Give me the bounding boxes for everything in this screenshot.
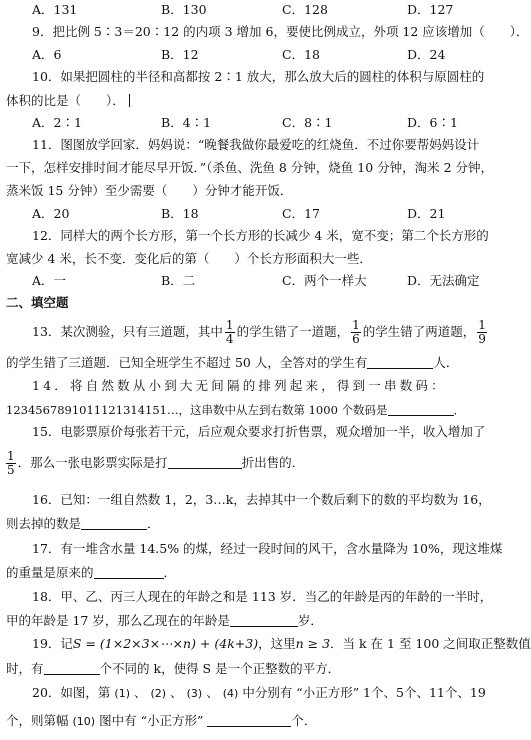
q20-line2-text-c: 个． (291, 713, 317, 728)
q15-stem-line2 (6, 448, 527, 478)
q11-stem-line2: 一下，怎样安排时间才能尽早开饭．”（杀鱼、洗鱼 8 分钟，烧鱼 10 分钟，淘米 2 分钟， (6, 160, 494, 175)
q19-stem-line2 (6, 662, 527, 676)
q13-fraction-1-denominator: 4 (225, 332, 234, 346)
q17-line2-text-b: ． (163, 565, 177, 580)
q19-line2-text-a: 时，有 (6, 661, 44, 676)
q13-answer-blank[interactable] (367, 356, 433, 369)
q11-stem-line3: 蒸米饭 15 分钟）至少需要（ ）分钟才能开饭． (6, 183, 293, 198)
q13-line2-text-a: 的学生错了三道题．已知全班学生不超过 50 人，全答对的学生有 (6, 355, 368, 370)
q12-option-c: C．两个一样大 (282, 273, 367, 288)
q8-option-c: C．128 (282, 2, 328, 17)
q19-condition: n ≥ 3 (295, 636, 331, 651)
q16-stem-line2 (6, 517, 527, 531)
q14-line2-text-b: ． (453, 403, 466, 417)
q8-option-b: B．130 (161, 2, 207, 17)
q10-stem-line2 (6, 94, 527, 108)
q16-answer-blank[interactable] (81, 517, 147, 530)
q20-line2-text-b: 图中有 “小正方形” (99, 713, 204, 728)
q13-fraction-1-numerator: 1 (225, 318, 234, 333)
q12-option-b: B．二 (161, 273, 196, 288)
q15-fraction-numerator: 1 (7, 449, 15, 464)
q13-fraction-2-denominator: 6 (352, 332, 360, 346)
q20-figure-3: (3) (186, 687, 203, 700)
q17-stem-line1: 17．有一堆含水量 14.5% 的煤，经过一段时间的风干，含水量降为 10%，现这堆煤 (32, 541, 503, 556)
q18-answer-blank[interactable] (230, 614, 298, 627)
q20-figure-2: (2) (150, 687, 167, 700)
q20-line2-text-a: 个，则第幅 (6, 713, 69, 728)
q18-line2-text-a: 甲的年龄是 17 岁，那么乙现在的年龄是 (6, 613, 230, 628)
q13-text-a: 13．某次测验，只有三道题，其中 (32, 324, 223, 339)
q13-fraction-3-denominator: 9 (478, 332, 486, 346)
q20-separator: 、 (134, 685, 147, 700)
q13-text-c: 的学生错了两道题， (362, 324, 476, 339)
q9-stem: 9．把比例 5∶3＝20∶12 的内项 3 增加 6，要使比例成立，外项 12 应该增加（ ）． (32, 24, 529, 39)
section-heading-fill-in: 二、填空题 (6, 295, 69, 310)
q19-line2-text-b: 个不同的 k，使得 S 是一个正整数的平方． (99, 661, 341, 676)
q20-figure-1: (1) (114, 687, 130, 700)
q16-stem-line1: 16．已知：一组自然数 1，2，3…k，去掉其中一个数后剩下的数的平均数为 16， (32, 492, 491, 507)
q19-text-a: 19．记 (32, 636, 73, 651)
q9-option-a: A．6 (32, 47, 62, 62)
q17-line2-text-a: 的重量是原来的 (6, 565, 94, 580)
q15-stem-line1: 15．电影票原价每张若干元，后应观众要求打折售票，观众增加一半，收入增加了 (32, 424, 486, 439)
q11-option-d: D．21 (407, 206, 446, 221)
q16-line2-text-b: ． (147, 516, 160, 531)
q8-option-a: A．131 (32, 2, 78, 17)
q16-line2-text-a: 则去掉的数是 (6, 516, 82, 531)
q15-fraction-denominator: 5 (7, 463, 15, 477)
q13-fraction-3-numerator: 1 (478, 318, 486, 333)
q13-text-b: 的学生错了一道题， (236, 324, 350, 339)
q12-option-d: D．无法确定 (407, 273, 480, 288)
q20-separator: 、 (206, 685, 219, 700)
q19-text-c: ．当 k 在 1 至 100 之间取正整数值 (330, 636, 531, 651)
q20-text-b: 中分别有 “小正方形” 1个、5个、11个、19 (242, 685, 486, 700)
q10-option-c: C．8∶1 (282, 115, 333, 130)
q11-option-b: B．18 (161, 206, 199, 221)
q13-stem-line1 (32, 318, 527, 346)
q8-option-d: D．127 (407, 2, 454, 17)
q15-answer-blank[interactable] (168, 456, 242, 469)
q13-line2-text-b: 人． (433, 355, 459, 370)
q9-option-d: D．24 (407, 47, 446, 62)
q14-stem-line2 (6, 403, 527, 417)
q17-stem-line2 (6, 566, 527, 580)
q13-fraction-3 (477, 319, 487, 345)
q10-option-b: B．4∶1 (161, 115, 212, 130)
q17-answer-blank[interactable] (94, 566, 164, 579)
q20-stem-line1 (32, 687, 527, 700)
q14-line2-text-a: 1234567891011121314151…，这串数中从左到右数第 1000 个数码是 (6, 403, 388, 417)
q20-figure-4: (4) (222, 687, 239, 700)
q15-line2-text-b: 折出售的． (241, 455, 305, 470)
q18-stem-line2 (6, 614, 527, 628)
q14-answer-blank[interactable] (388, 403, 454, 416)
q12-option-a: A．一 (32, 273, 67, 288)
q20-figure-10: (10) (72, 715, 96, 728)
q13-fraction-2-numerator: 1 (352, 318, 360, 333)
q9-option-c: C．18 (282, 47, 320, 62)
q15-fraction (6, 450, 16, 476)
q19-text-b: ，这里 (258, 636, 296, 651)
q13-fraction-2 (351, 319, 361, 345)
q12-stem-line2: 宽减少 4 米，长不变．变化后的第（ ）个长方形面积大一些． (6, 251, 372, 266)
q9-option-b: B．12 (161, 47, 199, 62)
q20-separator: 、 (170, 685, 183, 700)
q10-stem-line2-text: 体积的比是（ ）． (6, 93, 125, 108)
q11-stem-line1: 11．图图放学回家．妈妈说：“晚餐我做你最爱吃的红烧鱼．不过你要帮妈妈设计 (32, 137, 480, 152)
text-cursor (129, 94, 130, 107)
q20-answer-blank[interactable] (207, 714, 291, 727)
q13-stem-line2 (6, 356, 527, 370)
q15-line2-text-a: ．那么一张电影票实际是打 (17, 455, 168, 470)
q10-option-a: A．2∶1 (32, 115, 82, 130)
q19-answer-blank[interactable] (44, 662, 100, 675)
q12-stem-line1: 12．同样大的两个长方形，第一个长方形的长减少 4 米，宽不变；第二个长方形的 (32, 228, 489, 243)
q11-option-c: C．17 (282, 206, 320, 221)
q20-stem-line2 (6, 714, 527, 728)
q14-stem-line1: 14．将自然数从小到大无间隔的排列起来，得到一串数码： (32, 378, 447, 393)
q19-stem-line1 (32, 636, 531, 651)
q18-stem-line1: 18．甲、乙、丙三人现在的年龄之和是 113 岁．当乙的年龄是丙的年龄的一半时， (32, 589, 493, 604)
q10-option-d: D．6∶1 (407, 115, 458, 130)
q20-text-a: 20．如图，第 (32, 685, 111, 700)
q13-fraction-1 (225, 319, 235, 345)
q19-formula: S = (1×2×3×⋯×n) + (4k+3) (72, 636, 259, 651)
q11-option-a: A．20 (32, 206, 70, 221)
q18-line2-text-b: 岁． (297, 613, 323, 628)
q10-stem-line1: 10．如果把圆柱的半径和高都按 2∶1 放大，那么放大后的圆柱的体积与原圆柱的 (32, 69, 485, 84)
